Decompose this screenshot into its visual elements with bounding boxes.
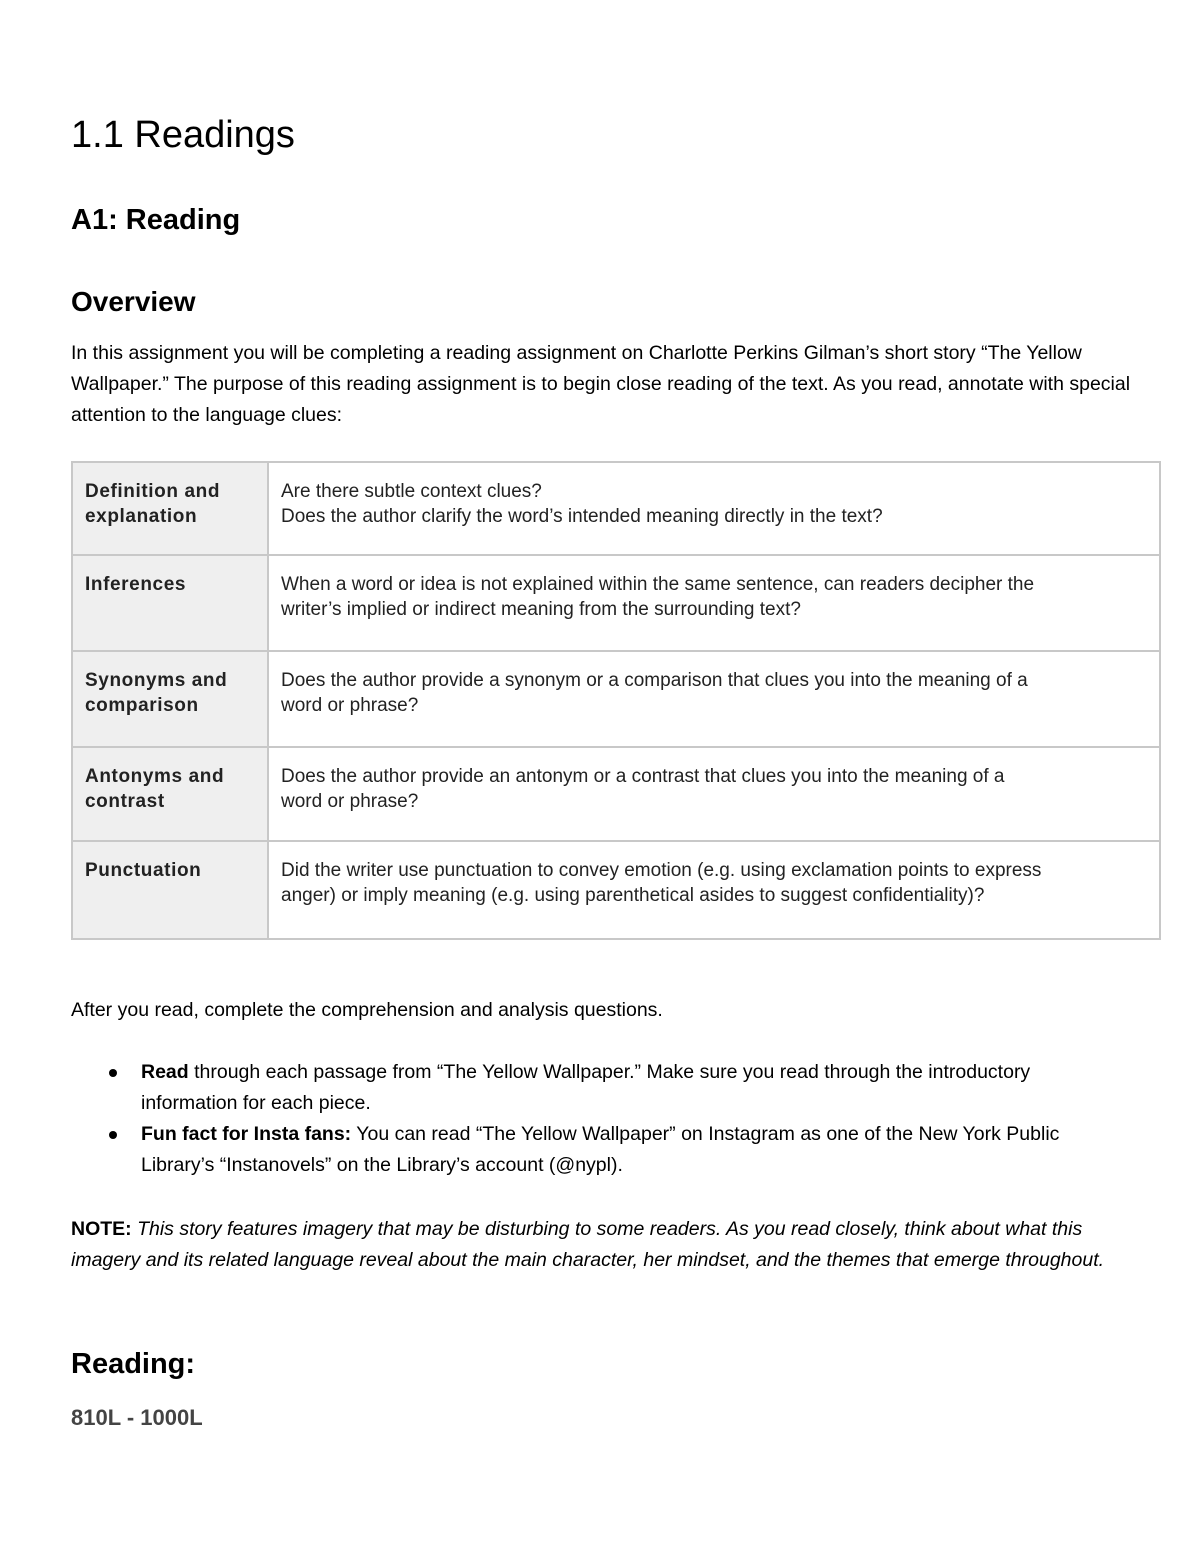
bullet-icon [109,1069,117,1077]
clue-term [72,651,268,747]
clue-term-line: comparison [85,695,199,716]
language-clues-table [71,461,1161,940]
clue-term-line: explanation [85,506,198,527]
table-row [72,747,1160,841]
clue-description [268,555,1160,651]
clue-description [268,651,1160,747]
clue-description-line: Does the author provide an antonym or a contrast that clues you into the meaning of a [281,766,1005,787]
overview-heading: Overview [71,286,196,317]
table-row [72,841,1160,939]
lexile-range: 810L - 1000L [71,1405,203,1430]
clue-description-line: Did the writer use punctuation to convey emotion (e.g. using exclamation points to express [281,860,1042,881]
bullet-icon [109,1131,117,1139]
clue-description-line: Does the author provide a synonym or a comparison that clues you into the meaning of a [281,670,1028,691]
reading-heading-colon: : [185,1348,196,1380]
reading-heading [71,1346,195,1382]
clue-description-line: word or phrase? [281,695,419,716]
clue-description [268,747,1160,841]
list-item-text: through each passage from “The Yellow Wallpaper.” Make sure you read through the introductory information for each piece. [141,1061,1031,1114]
list-item [71,1119,1131,1181]
clue-description-line: Are there subtle context clues? [281,481,542,502]
table-row [72,555,1160,651]
clue-term-line: Definition and [85,481,221,502]
page-title: 1.1 Readings [71,114,295,156]
clue-description-line: word or phrase? [281,791,419,812]
intro-paragraph: In this assignment you will be completing a reading assignment on Charlotte Perkins Gilman’s short story “The Yellow Wallpaper.” The purpose of this reading assignment is to begin close reading of the text. As you read, annotate with special attention to the language clues: [71,342,1131,426]
clue-description-line: When a word or idea is not explained within the same sentence, can readers decipher the [281,574,1035,595]
section-heading: A1: Reading [71,204,241,236]
content-note [71,1214,1131,1276]
list-item-label: Fun fact for Insta fans: [141,1123,352,1145]
clue-term-line: Punctuation [85,860,202,881]
after-reading-instruction: After you read, complete the comprehension and analysis questions. [71,999,663,1021]
clue-description [268,462,1160,555]
note-text: This story features imagery that may be disturbing to some readers. As you read closely, think about what this imagery and its related language reveal about the main character, her mindset, and the themes that emerge throughout. [71,1218,1105,1271]
reading-heading-label: Reading [71,1348,186,1380]
clue-term [72,747,268,841]
note-label: NOTE: [71,1218,132,1240]
list-item [71,1057,1131,1119]
clue-description-line: anger) or imply meaning (e.g. using parenthetical asides to suggest confidentiality)? [281,885,985,906]
clue-term [72,462,268,555]
clue-description-line: Does the author clarify the word’s intended meaning directly in the text? [281,506,883,527]
clue-description [268,841,1160,939]
clue-term-line: Inferences [85,574,187,595]
clue-term-line: Synonyms and [85,670,228,691]
clue-term-line: Antonyms and [85,766,225,787]
list-item-label: Read [141,1061,189,1083]
clue-term [72,555,268,651]
clue-description-line: writer’s implied or indirect meaning from the surrounding text? [281,599,801,620]
clue-term [72,841,268,939]
clue-term-line: contrast [85,791,165,812]
instruction-list [71,1057,1131,1181]
list-item-text: You can read “The Yellow Wallpaper” on Instagram as one of the New York Public Library’s “Instanovels” on the Library’s account (@nypl). [141,1123,1060,1176]
table-row [72,462,1160,555]
table-row [72,651,1160,747]
